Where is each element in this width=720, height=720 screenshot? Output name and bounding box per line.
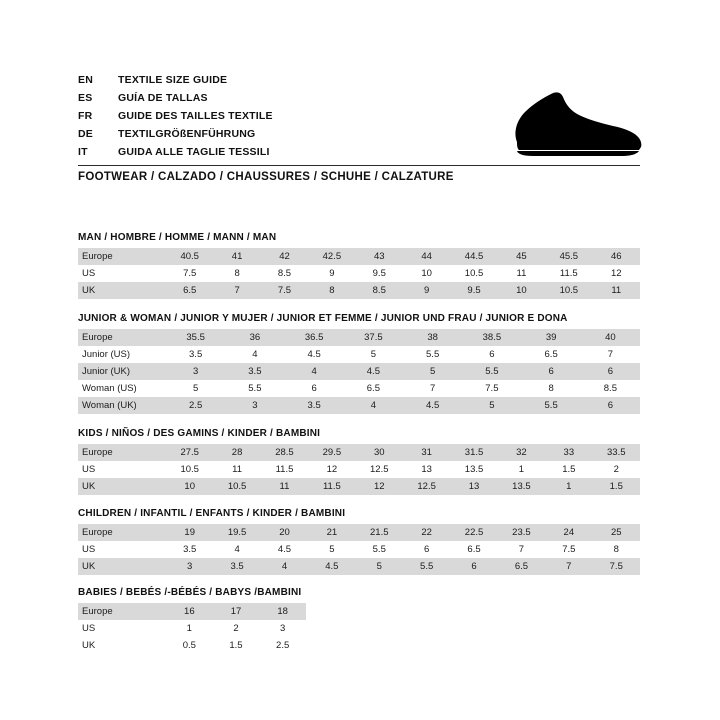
language-row bbox=[78, 128, 438, 146]
cell: 5 bbox=[462, 397, 521, 414]
cell: 21.5 bbox=[356, 524, 403, 541]
table-block-babies bbox=[78, 587, 640, 654]
table-title: KIDS / NIÑOS / DES GAMINS / KINDER / BAMBINI bbox=[78, 428, 321, 439]
cell: 11.5 bbox=[308, 478, 355, 495]
cell: 6.5 bbox=[522, 346, 581, 363]
cell: 3 bbox=[166, 558, 213, 575]
section-divider bbox=[78, 165, 640, 166]
cell: 6 bbox=[522, 363, 581, 380]
cell: 1 bbox=[166, 620, 213, 637]
cell: 36 bbox=[225, 329, 284, 346]
cell: 3.5 bbox=[166, 346, 225, 363]
cell: 4 bbox=[344, 397, 403, 414]
cell: 27.5 bbox=[166, 444, 213, 461]
language-title: TEXTILE SIZE GUIDE bbox=[118, 74, 228, 86]
row-label: UK bbox=[78, 282, 166, 299]
cell: 8.5 bbox=[356, 282, 403, 299]
cell: 18 bbox=[259, 603, 306, 620]
table-title: JUNIOR & WOMAN / JUNIOR Y MUJER / JUNIOR ET FEMME / JUNIOR UND FRAU / JUNIOR E DONA bbox=[78, 313, 568, 324]
cell: 13.5 bbox=[498, 478, 545, 495]
cell: 17 bbox=[213, 603, 260, 620]
table-block-junior-woman bbox=[78, 313, 640, 414]
cell: 8.5 bbox=[261, 265, 308, 282]
row-label: Europe bbox=[78, 329, 166, 346]
row-label: Europe bbox=[78, 603, 166, 620]
cell: 8 bbox=[213, 265, 260, 282]
cell: 8 bbox=[308, 282, 355, 299]
cell: 6 bbox=[581, 363, 640, 380]
cell: 11.5 bbox=[545, 265, 592, 282]
language-title-list bbox=[78, 74, 438, 164]
language-row bbox=[78, 74, 438, 92]
cell: 5 bbox=[166, 380, 225, 397]
table-row bbox=[78, 603, 306, 620]
table-row bbox=[78, 397, 640, 414]
cell: 5.5 bbox=[403, 558, 450, 575]
cell: 6 bbox=[403, 541, 450, 558]
language-code: IT bbox=[78, 146, 88, 158]
cell: 25 bbox=[593, 524, 640, 541]
cell: 5 bbox=[403, 363, 462, 380]
table-row bbox=[78, 478, 640, 495]
cell: 8 bbox=[522, 380, 581, 397]
cell: 10 bbox=[403, 265, 450, 282]
language-code: DE bbox=[78, 128, 93, 140]
cell: 44.5 bbox=[450, 248, 497, 265]
cell: 7 bbox=[213, 282, 260, 299]
cell: 4 bbox=[225, 346, 284, 363]
cell: 6 bbox=[450, 558, 497, 575]
cell: 10 bbox=[498, 282, 545, 299]
table-block-kids bbox=[78, 428, 640, 495]
cell: 43 bbox=[356, 248, 403, 265]
cell: 4.5 bbox=[285, 346, 344, 363]
row-label: UK bbox=[78, 478, 166, 495]
cell: 9 bbox=[308, 265, 355, 282]
cell: 38.5 bbox=[462, 329, 521, 346]
cell: 1.5 bbox=[545, 461, 592, 478]
cell: 42.5 bbox=[308, 248, 355, 265]
cell: 5.5 bbox=[403, 346, 462, 363]
cell: 4.5 bbox=[308, 558, 355, 575]
row-label: Junior (UK) bbox=[78, 363, 166, 380]
cell: 1 bbox=[545, 478, 592, 495]
table-row bbox=[78, 346, 640, 363]
cell: 2 bbox=[213, 620, 260, 637]
table-block-man bbox=[78, 232, 640, 299]
cell: 40 bbox=[581, 329, 640, 346]
cell: 8 bbox=[593, 541, 640, 558]
cell: 38 bbox=[403, 329, 462, 346]
cell: 6 bbox=[581, 397, 640, 414]
table-row bbox=[78, 444, 640, 461]
cell: 45.5 bbox=[545, 248, 592, 265]
cell: 7.5 bbox=[261, 282, 308, 299]
cell: 31.5 bbox=[450, 444, 497, 461]
cell: 13 bbox=[450, 478, 497, 495]
cell: 6.5 bbox=[344, 380, 403, 397]
cell: 33.5 bbox=[593, 444, 640, 461]
table-row bbox=[78, 363, 640, 380]
cell: 3 bbox=[166, 363, 225, 380]
cell: 13.5 bbox=[450, 461, 497, 478]
cell: 28.5 bbox=[261, 444, 308, 461]
row-label: Woman (US) bbox=[78, 380, 166, 397]
cell: 2.5 bbox=[259, 637, 306, 654]
row-label: UK bbox=[78, 637, 166, 654]
language-title: TEXTILGRÖßENFÜHRUNG bbox=[118, 128, 256, 140]
table-title: MAN / HOMBRE / HOMME / MANN / MAN bbox=[78, 232, 277, 243]
row-label: UK bbox=[78, 558, 166, 575]
table-row bbox=[78, 282, 640, 299]
cell: 22 bbox=[403, 524, 450, 541]
cell: 10.5 bbox=[545, 282, 592, 299]
cell: 33 bbox=[545, 444, 592, 461]
cell: 46 bbox=[593, 248, 640, 265]
cell: 12 bbox=[593, 265, 640, 282]
cell: 12.5 bbox=[403, 478, 450, 495]
cell: 20 bbox=[261, 524, 308, 541]
cell: 9.5 bbox=[450, 282, 497, 299]
cell: 2 bbox=[593, 461, 640, 478]
cell: 6.5 bbox=[166, 282, 213, 299]
cell: 5.5 bbox=[225, 380, 284, 397]
row-label: Europe bbox=[78, 524, 166, 541]
cell: 3 bbox=[225, 397, 284, 414]
cell: 3.5 bbox=[213, 558, 260, 575]
cell: 2.5 bbox=[166, 397, 225, 414]
cell: 10.5 bbox=[166, 461, 213, 478]
cell: 4 bbox=[285, 363, 344, 380]
cell: 40.5 bbox=[166, 248, 213, 265]
table-row bbox=[78, 620, 306, 637]
cell: 7 bbox=[581, 346, 640, 363]
cell: 7.5 bbox=[593, 558, 640, 575]
row-label: Europe bbox=[78, 444, 166, 461]
cell: 12.5 bbox=[356, 461, 403, 478]
cell: 7.5 bbox=[545, 541, 592, 558]
size-table-babies bbox=[78, 603, 306, 654]
cell: 11.5 bbox=[261, 461, 308, 478]
dress-shoe-icon bbox=[455, 80, 645, 170]
cell: 5 bbox=[308, 541, 355, 558]
row-label: Junior (US) bbox=[78, 346, 166, 363]
cell: 19.5 bbox=[213, 524, 260, 541]
cell: 42 bbox=[261, 248, 308, 265]
cell: 6.5 bbox=[498, 558, 545, 575]
cell: 7.5 bbox=[166, 265, 213, 282]
table-row bbox=[78, 265, 640, 282]
cell: 4 bbox=[213, 541, 260, 558]
cell: 32 bbox=[498, 444, 545, 461]
cell: 7 bbox=[498, 541, 545, 558]
language-row bbox=[78, 92, 438, 110]
cell: 5 bbox=[344, 346, 403, 363]
cell: 6 bbox=[462, 346, 521, 363]
language-row bbox=[78, 110, 438, 128]
cell: 19 bbox=[166, 524, 213, 541]
table-row bbox=[78, 329, 640, 346]
cell: 4.5 bbox=[344, 363, 403, 380]
language-code: FR bbox=[78, 110, 93, 122]
cell: 11 bbox=[498, 265, 545, 282]
cell: 10.5 bbox=[213, 478, 260, 495]
row-label: US bbox=[78, 265, 166, 282]
table-row bbox=[78, 541, 640, 558]
cell: 21 bbox=[308, 524, 355, 541]
cell: 3.5 bbox=[285, 397, 344, 414]
cell: 37.5 bbox=[344, 329, 403, 346]
cell: 4.5 bbox=[403, 397, 462, 414]
language-title: GUIDE DES TAILLES TEXTILE bbox=[118, 110, 273, 122]
row-label: Woman (UK) bbox=[78, 397, 166, 414]
cell: 5.5 bbox=[522, 397, 581, 414]
section-title: FOOTWEAR / CALZADO / CHAUSSURES / SCHUHE / CALZATURE bbox=[78, 171, 454, 183]
cell: 6 bbox=[285, 380, 344, 397]
cell: 0.5 bbox=[166, 637, 213, 654]
cell: 10 bbox=[166, 478, 213, 495]
size-table-kids bbox=[78, 444, 640, 495]
cell: 11 bbox=[593, 282, 640, 299]
cell: 4 bbox=[261, 558, 308, 575]
cell: 12 bbox=[308, 461, 355, 478]
row-label: US bbox=[78, 541, 166, 558]
cell: 45 bbox=[498, 248, 545, 265]
cell: 31 bbox=[403, 444, 450, 461]
cell: 30 bbox=[356, 444, 403, 461]
cell: 12 bbox=[356, 478, 403, 495]
language-title: GUIDA ALLE TAGLIE TESSILI bbox=[118, 146, 270, 158]
cell: 16 bbox=[166, 603, 213, 620]
cell: 22.5 bbox=[450, 524, 497, 541]
language-code: ES bbox=[78, 92, 93, 104]
cell: 8.5 bbox=[581, 380, 640, 397]
table-row bbox=[78, 380, 640, 397]
cell: 9.5 bbox=[356, 265, 403, 282]
cell: 5.5 bbox=[356, 541, 403, 558]
table-row bbox=[78, 461, 640, 478]
cell: 24 bbox=[545, 524, 592, 541]
size-table-junior-woman bbox=[78, 329, 640, 414]
cell: 5 bbox=[356, 558, 403, 575]
cell: 39 bbox=[522, 329, 581, 346]
table-title: CHILDREN / INFANTIL / ENFANTS / KINDER / BAMBINI bbox=[78, 508, 346, 519]
table-row bbox=[78, 248, 640, 265]
language-row bbox=[78, 146, 438, 164]
cell: 11 bbox=[261, 478, 308, 495]
table-title: BABIES / BEBÉS /-BÉBÉS / BABYS /BAMBINI bbox=[78, 587, 302, 598]
cell: 28 bbox=[213, 444, 260, 461]
cell: 36.5 bbox=[285, 329, 344, 346]
size-table-man bbox=[78, 248, 640, 299]
language-code: EN bbox=[78, 74, 93, 86]
cell: 3.5 bbox=[225, 363, 284, 380]
cell: 7 bbox=[403, 380, 462, 397]
table-row bbox=[78, 637, 306, 654]
cell: 6.5 bbox=[450, 541, 497, 558]
table-block-children bbox=[78, 508, 640, 575]
cell: 1.5 bbox=[213, 637, 260, 654]
cell: 11 bbox=[213, 461, 260, 478]
row-label: US bbox=[78, 461, 166, 478]
cell: 5.5 bbox=[462, 363, 521, 380]
cell: 35.5 bbox=[166, 329, 225, 346]
cell: 1 bbox=[498, 461, 545, 478]
cell: 23.5 bbox=[498, 524, 545, 541]
cell: 41 bbox=[213, 248, 260, 265]
cell: 13 bbox=[403, 461, 450, 478]
cell: 1.5 bbox=[593, 478, 640, 495]
cell: 44 bbox=[403, 248, 450, 265]
size-table-children bbox=[78, 524, 640, 575]
cell: 9 bbox=[403, 282, 450, 299]
table-row bbox=[78, 524, 640, 541]
row-label: US bbox=[78, 620, 166, 637]
cell: 4.5 bbox=[261, 541, 308, 558]
cell: 3 bbox=[259, 620, 306, 637]
cell: 7.5 bbox=[462, 380, 521, 397]
table-row bbox=[78, 558, 640, 575]
cell: 3.5 bbox=[166, 541, 213, 558]
cell: 29.5 bbox=[308, 444, 355, 461]
row-label: Europe bbox=[78, 248, 166, 265]
cell: 7 bbox=[545, 558, 592, 575]
cell: 10.5 bbox=[450, 265, 497, 282]
language-title: GUÍA DE TALLAS bbox=[118, 92, 208, 104]
